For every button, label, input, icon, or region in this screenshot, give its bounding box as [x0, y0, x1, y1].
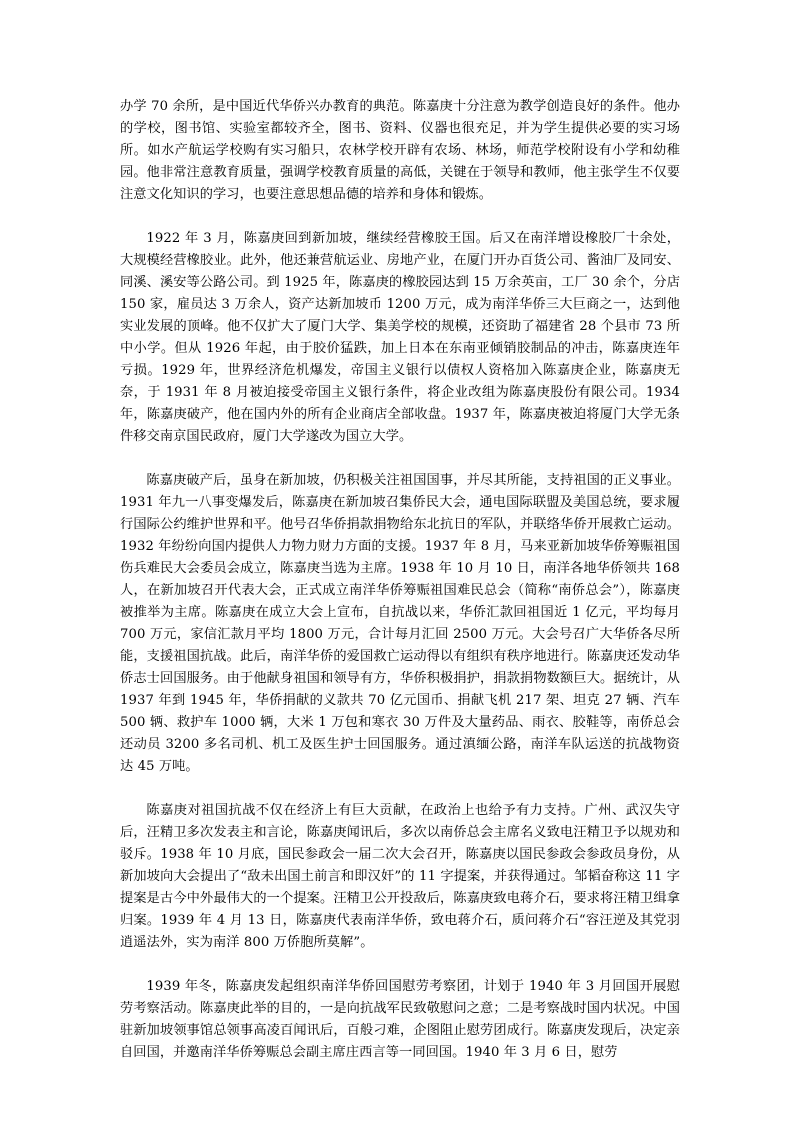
- paragraph-3: 陈嘉庚破产后，虽身在新加坡，仍积极关注祖国国事，并尽其所能，支持祖国的正义事业。1931 年九一八事变爆发后，陈嘉庚在新加坡召集侨民大会，通电国际联盟及美国总统，要求履行国际公约维护世界和平。他号召华侨捐款捐物给东北抗日的军队，并联络华侨开展救亡运动。1932 年纷纷向国内提供人力物力财力方面的支援。1937 年 8 月，马来亚新加坡华侨筹赈祖国伤兵难民大会委员会成立，陈嘉庚当选为主席。1938 年 10 月 10 日，南洋各地华侨领共 168 人，在新加坡召开代表大会，正式成立南洋华侨筹赈祖国难民总会（简称“南侨总会”），陈嘉庚被推举为主席。陈嘉庚在成立大会上宣布，自抗战以来，华侨汇款回祖国近 1 亿元，平均每月 700 万元，家信汇款月平均 1800 万元，合计每月汇回 2500 万元。大会号召广大华侨各尽所能，支援祖国抗战。此后，南洋华侨的爱国救亡运动得以有组织有秩序地进行。陈嘉庚还发动华侨志士回国服务。由于他献身祖国和领导有方，华侨积极捐护，捐款捐物数额巨大。据统计，从 1937 年到 1945 年，华侨捐献的义款共 70 亿元国币、捐献飞机 217 架、坦克 27 辆、汽车 500 辆、救护车 1000 辆，大米 1 万包和寒衣 30 万件及大量药品、雨衣、胶鞋等，南侨总会还动员 3200 多名司机、机工及医生护士回国服务。通过滇缅公路，南洋车队运送的抗战物资达 45 万吨。: [120, 473, 680, 774]
- paragraph-5: 1939 年冬，陈嘉庚发起组织南洋华侨回国慰劳考察团，计划于 1940 年 3 月回国开展慰劳考察活动。陈嘉庚此举的目的，一是向抗战军民致敬慰问之意；二是考察战时国内状况。中国驻新加坡领事馆总领事高凌百闻讯后，百般刁难，企图阻止慰劳团成行。陈嘉庚发现后，决定亲自回国，并邀南洋华侨筹赈总会副主席庄西言等一同回国。1940 年 3 月 6 日，慰劳: [120, 979, 680, 1060]
- paragraph-1: 办学 70 余所，是中国近代华侨兴办教育的典范。陈嘉庚十分注意为教学创造良好的条件。他办的学校，图书馆、实验室都较齐全，图书、资料、仪器也很充足，并为学生提供必要的实习场所。如水产航运学校购有实习船只，农林学校开辟有农场、林场，师范学校附设有小学和幼稚园。他非常注意教育质量，强调学校教育质量的高低，关键在于领导和教师，他主张学生不仅要注意文化知识的学习，也要注意思想品德的培养和身体和锻炼。: [120, 99, 680, 202]
- paragraph-4: 陈嘉庚对祖国抗战不仅在经济上有巨大贡献，在政治上也给予有力支持。广州、武汉失守后，汪精卫多次发表主和言论，陈嘉庚闻讯后，多次以南侨总会主席名义致电汪精卫予以规劝和驳斥。1938 年 10 月底，国民参政会一届二次大会召开，陈嘉庚以国民参政会参政员身份，从新加坡向大会提出了“敌未出国土前言和即汉奸”的 11 字提案，并获得通过。邹韬奋称这 11 字提案是古今中外最伟大的一个提案。汪精卫公开投敌后，陈嘉庚致电蒋介石，要求将汪精卫缉拿归案。1939 年 4 月 13 日，陈嘉庚代表南洋华侨，致电蒋介石，质问蒋介石“容汪逆及其党羽逍遥法外，实为南洋 800 万侨胞所莫解”。: [120, 803, 680, 950]
- document-body: [120, 96, 680, 1064]
- paragraph-2: 1922 年 3 月，陈嘉庚回到新加坡，继续经营橡胶王国。后又在南洋增设橡胶厂十余处，大规模经营橡胶业。此外，他还兼营航运业、房地产业，在厦门开办百货公司、酱油厂及同安、同溪、溪安等公路公司。到 1925 年，陈嘉庚的橡胶园达到 15 万余英亩，工厂 30 余个，分店 150 家，雇员达 3 万余人，资产达新加坡币 1200 万元，成为南洋华侨三大巨商之一，达到他实业发展的顶峰。他不仅扩大了厦门大学、集美学校的规模，还资助了福建省 28 个县市 73 所中小学。但从 1926 年起，由于胶价猛跌，加上日本在东南亚倾销胶制品的冲击，陈嘉庚连年亏损。1929 年，世界经济危机爆发，帝国主义银行以债权人资格加入陈嘉庚企业，陈嘉庚无奈，于 1931 年 8 月被迫接受帝国主义银行条件，将企业改组为陈嘉庚股份有限公司。1934 年，陈嘉庚破产，他在国内外的所有企业商店全部收盘。1937 年，陈嘉庚被迫将厦门大学无条件移交南京国民政府，厦门大学遂改为国立大学。: [120, 231, 680, 444]
